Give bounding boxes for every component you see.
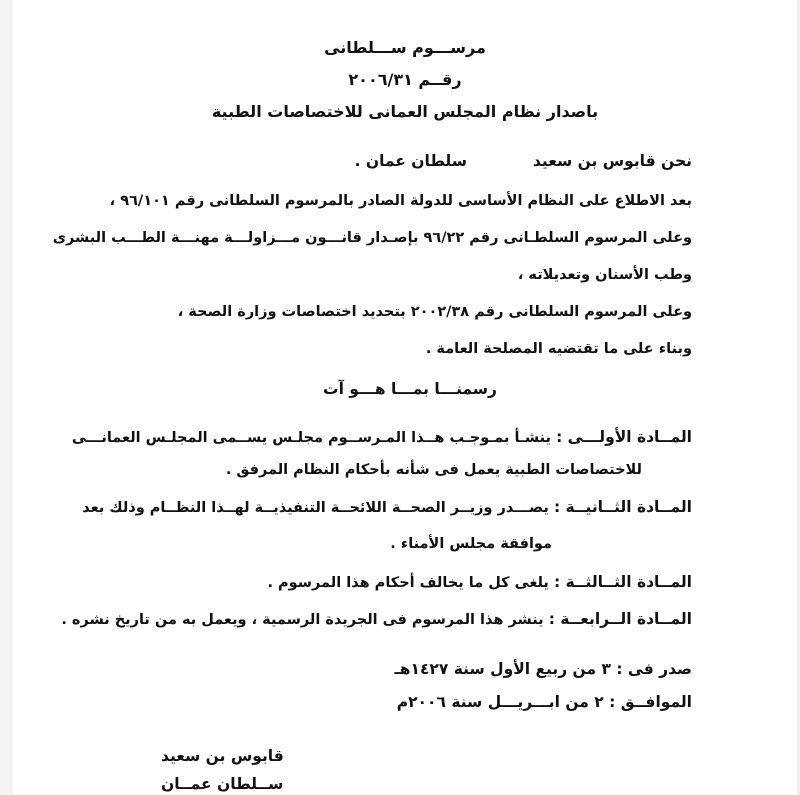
left-margin (0, 0, 13, 795)
recital-1: بعد الاطلاع على النظام الأساسى للدولة الصادر بالمرسوم السلطانى رقم ٩٦/١٠١ ، (109, 193, 692, 209)
document-page (13, 0, 797, 795)
gregorian-date: الموافــق : ٢ من ابـــريـــل سنة ٢٠٠٦م (396, 693, 692, 711)
decree-type-title: مرســـوم ســـلطانى (324, 38, 486, 57)
issuer-title: سلطان عمان . (354, 152, 467, 170)
article-3 (268, 573, 693, 591)
article-2 (82, 498, 692, 516)
recital-3: وعلى المرسوم السلطانى رقم ٢٠٠٢/٣٨ بتحديد اختصاصات وزارة الصحة ، (177, 304, 692, 320)
article-2-text: يصـــدر وزيــر الصحــة اللائحــة التنفيذيــة لهــذا النظــام وذلك بعد (82, 500, 549, 516)
signature-title: ســلطان عمــان (161, 775, 284, 793)
decree-subject: باصدار نظام المجلس العمانى للاختصاصات الطبية (211, 102, 599, 121)
article-4-text: ينشر هذا المرسوم فى الجريدة الرسمية ، ويعمل به من تاريخ نشره . (61, 612, 544, 628)
decree-number: رقــم ٢٠٠٦/٣١ (348, 70, 462, 89)
issuer-name: نحن قابوس بن سعيد (532, 152, 692, 170)
hijri-date: صدر فى : ٣ من ربيع الأول سنة ١٤٢٧هـ (394, 660, 692, 678)
article-1-text: ينشـأ بمـوجـب هــذا المـرســوم مجلـس يســمى المجلـس العمانـــى (71, 430, 552, 446)
decree-heading: رسمنـــا بمـــا هـــو آت (323, 380, 497, 398)
article-1 (72, 428, 692, 446)
article-2-label: المــادة الثــانيــة : (553, 498, 692, 516)
article-3-label: المــادة الثــالثــة : (553, 573, 692, 591)
article-4 (61, 610, 692, 628)
article-1-label: المــادة الأولـــى : (556, 428, 692, 446)
recital-4: وبناء على ما تقتضيه المصلحة العامة . (425, 341, 692, 357)
signature-name: قابوس بن سعيد (161, 747, 284, 765)
recital-2-continued: وطب الأسنان وتعديلاته ، (517, 267, 692, 283)
article-4-label: المــادة الــرابعــة : (548, 610, 692, 628)
article-3-text: يلغى كل ما يخالف أحكام هذا المرسوم . (267, 575, 549, 591)
article-2-continued: موافقة مجلس الأمناء . (390, 536, 552, 552)
article-1-continued: للاختصاصات الطبية يعمل فى شأنه بأحكام النظام المرفق . (225, 462, 642, 478)
recital-2: وعلى المرسوم السلطـانى رقم ٩٦/٢٢ بإصـدار قانـــون مـــزاولـــة مهنـــة الطـــب البشرى (52, 230, 692, 246)
